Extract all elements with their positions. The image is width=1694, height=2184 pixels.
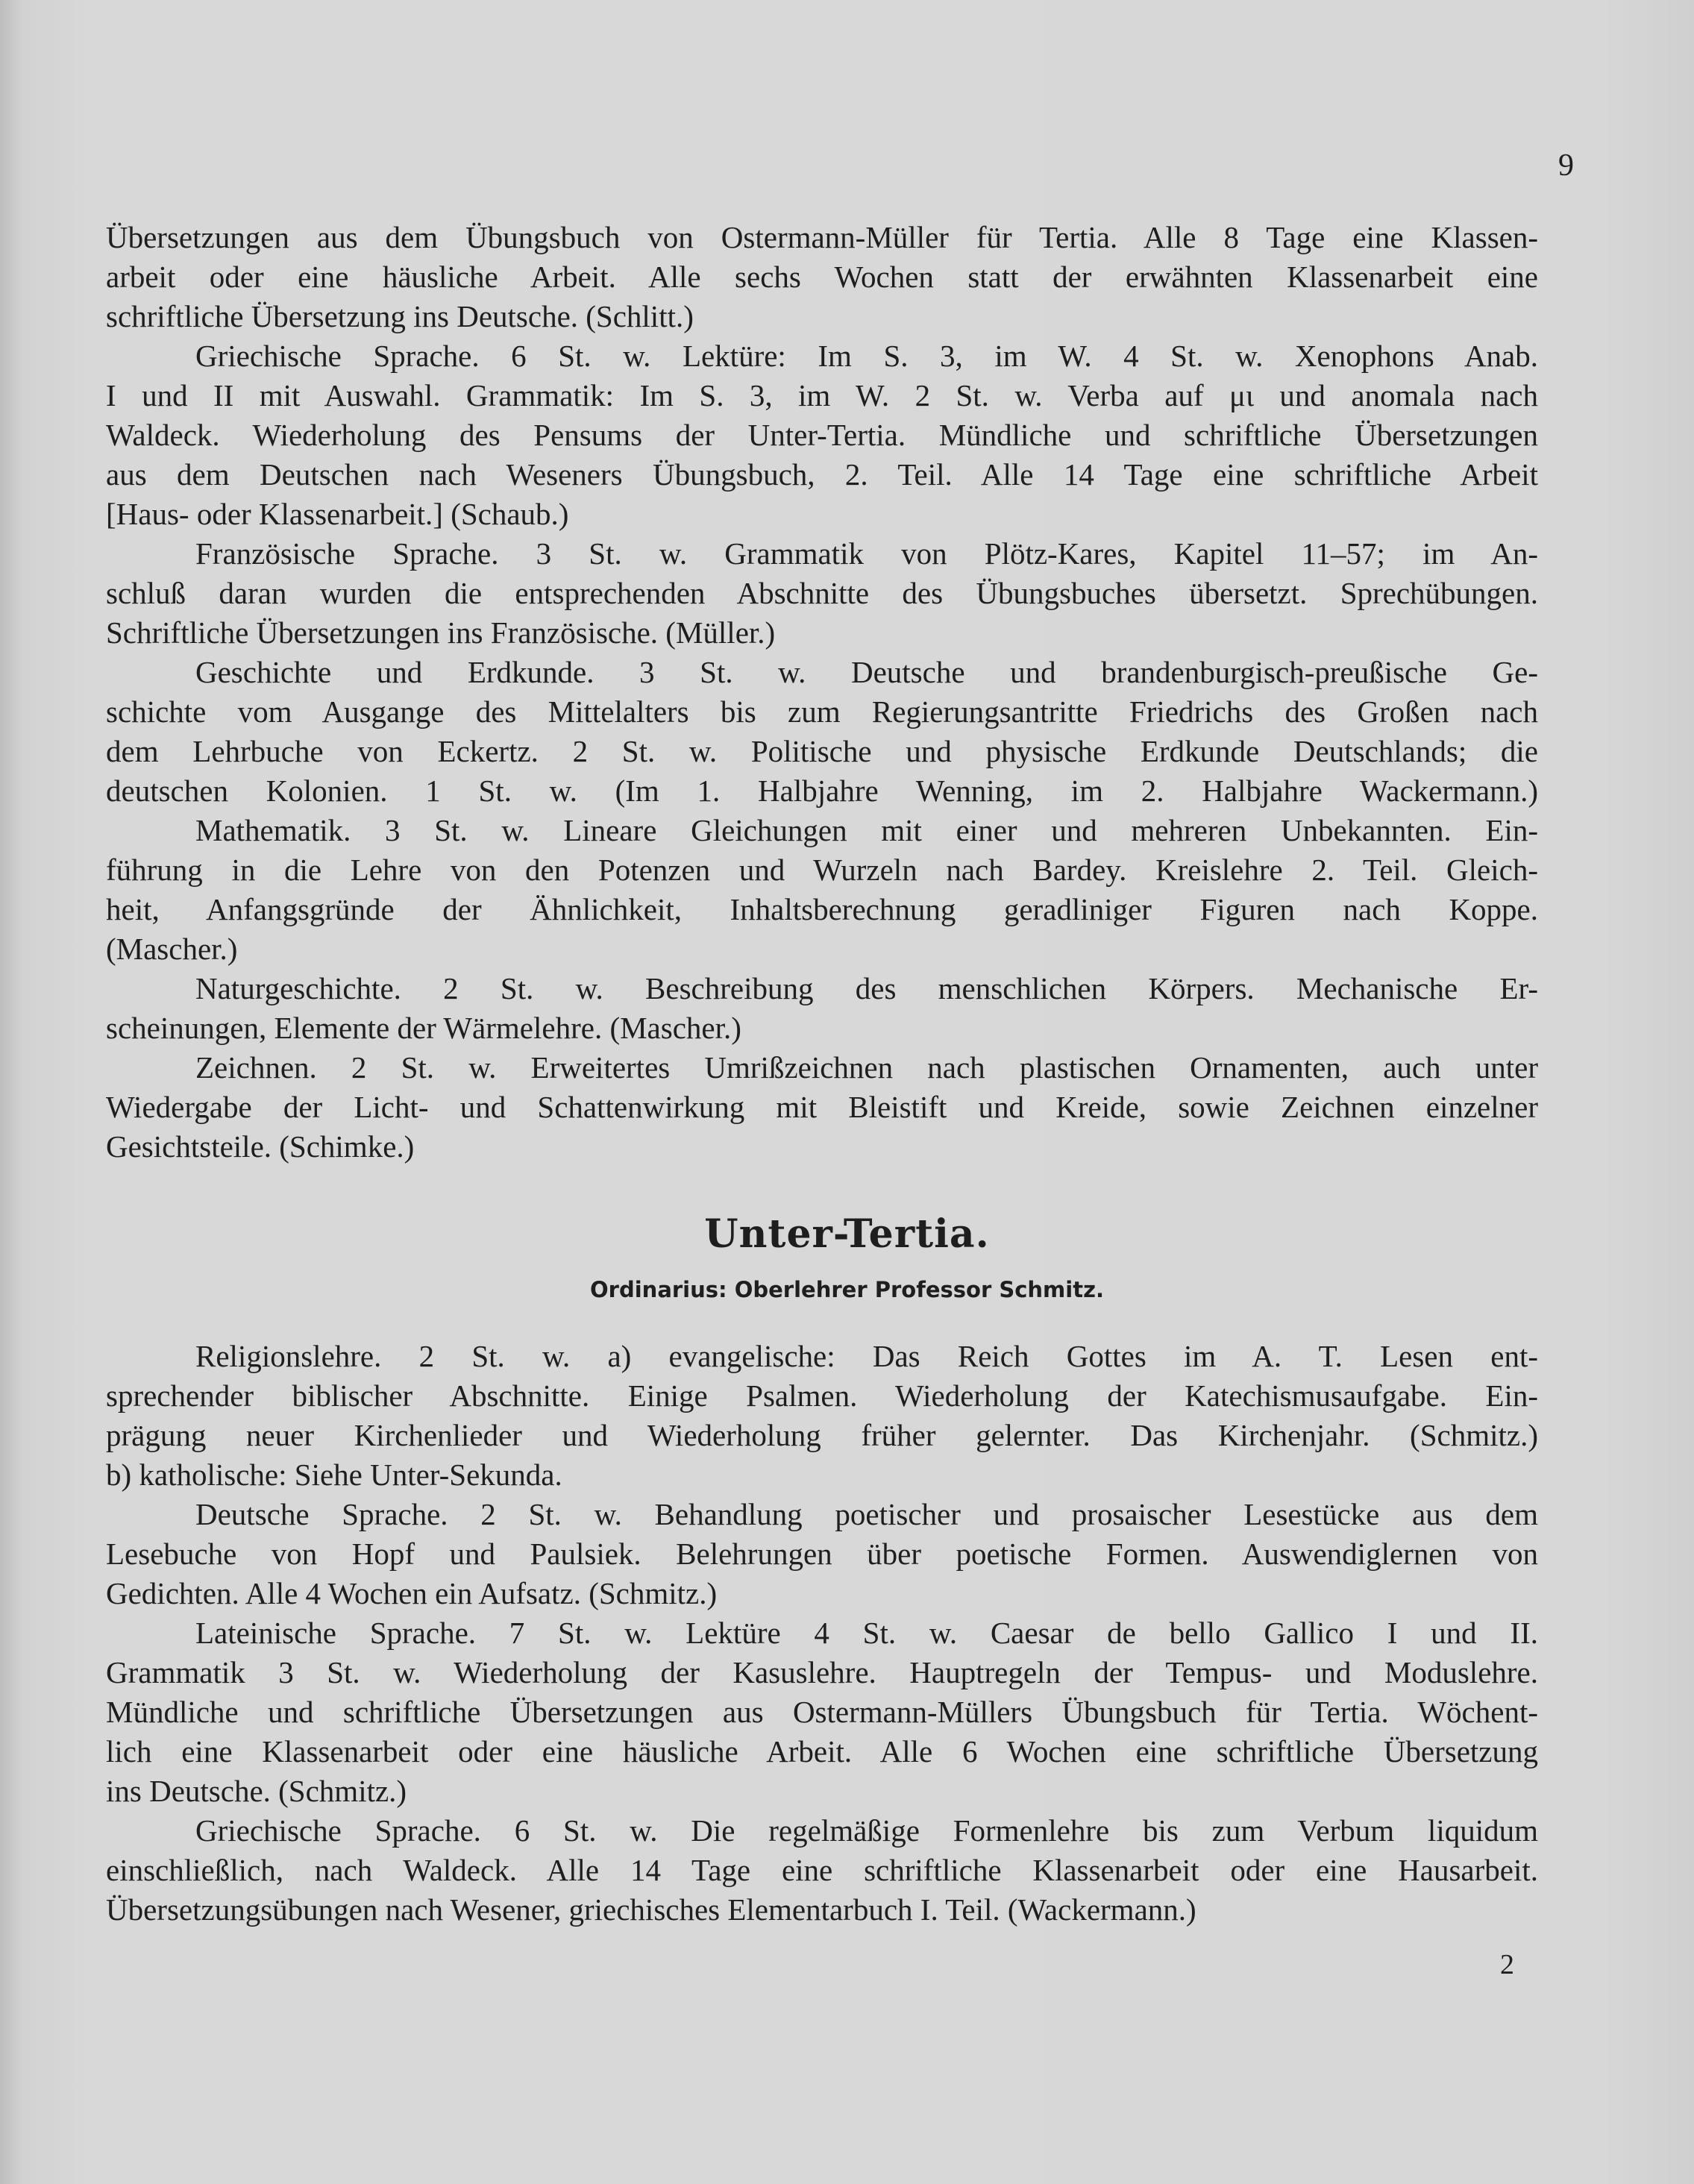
text-line: Grammatik 3 St. w. Wiederholung der Kasuslehre. Hauptregeln der Tempus- und Moduslehre.: [106, 1655, 1538, 1689]
text-line: [Haus- oder Klassenarbeit.] (Schaub.): [106, 497, 569, 531]
bottom-text-block: [106, 1337, 1538, 1930]
text-line: schriftliche Übersetzung ins Deutsche. (Schlitt.): [106, 299, 694, 333]
text-line: Griechische Sprache. 6 St. w. Die regelmäßige Formenlehre bis zum Verbum liquidum: [195, 1813, 1538, 1848]
text-line: lich eine Klassenarbeit oder eine häusliche Arbeit. Alle 6 Wochen eine schriftliche Übersetzung: [106, 1734, 1538, 1769]
text-line: (Mascher.): [106, 932, 238, 966]
text-line: heit, Anfangsgründe der Ähnlichkeit, Inhaltsberechnung geradliniger Figuren nach Koppe.: [106, 892, 1538, 926]
text-line: Französische Sprache. 3 St. w. Grammatik von Plötz-Kares, Kapitel 11–57; im An-: [195, 536, 1538, 571]
top-text-block: [106, 218, 1538, 1167]
text-line: Schriftliche Übersetzungen ins Französische. (Müller.): [106, 615, 776, 650]
text-line: Übersetzungsübungen nach Wesener, griechisches Elementarbuch I. Teil. (Wackermann.): [106, 1892, 1196, 1927]
text-line: schichte vom Ausgange des Mittelalters bis zum Regierungsantritte Friedrichs des Großen nach: [106, 694, 1538, 729]
text-line: Lesebuche von Hopf und Paulsiek. Belehrungen über poetische Formen. Auswendiglernen von: [106, 1537, 1538, 1571]
text-line: Geschichte und Erdkunde. 3 St. w. Deutsche und brandenburgisch-preußische Ge-: [195, 655, 1538, 689]
page-number: 9: [1558, 148, 1574, 183]
text-line: führung in die Lehre von den Potenzen und Wurzeln nach Bardey. Kreislehre 2. Teil. Gleich-: [106, 853, 1538, 887]
section-title: Unter-Tertia.: [704, 1211, 990, 1257]
text-line: scheinungen, Elemente der Wärmelehre. (Mascher.): [106, 1011, 741, 1045]
section-subtitle: Ordinarius: Oberlehrer Professor Schmitz.: [590, 1277, 1104, 1302]
text-line: arbeit oder eine häusliche Arbeit. Alle sechs Wochen statt der erwähnten Klassenarbeit eine: [106, 260, 1538, 294]
text-line: Gedichten. Alle 4 Wochen ein Aufsatz. (Schmitz.): [106, 1576, 718, 1610]
text-line: Religionslehre. 2 St. w. a) evangelische: Das Reich Gottes im A. T. Lesen ent-: [195, 1339, 1538, 1373]
text-line: Lateinische Sprache. 7 St. w. Lektüre 4 St. w. Caesar de bello Gallico I und II.: [195, 1616, 1538, 1650]
text-line: einschließlich, nach Waldeck. Alle 14 Tage eine schriftliche Klassenarbeit oder eine Hausarbeit.: [106, 1853, 1538, 1887]
text-line: dem Lehrbuche von Eckertz. 2 St. w. Politische und physische Erdkunde Deutschlands; die: [106, 734, 1538, 768]
text-line: Übersetzungen aus dem Übungsbuch von Ostermann-Müller für Tertia. Alle 8 Tage eine Klassen-: [106, 220, 1538, 254]
text-line: ins Deutsche. (Schmitz.): [106, 1774, 407, 1808]
text-line: Deutsche Sprache. 2 St. w. Behandlung poetischer und prosaischer Lesestücke aus dem: [195, 1497, 1538, 1531]
text-line: Waldeck. Wiederholung des Pensums der Unter-Tertia. Mündliche und schriftliche Übersetzungen: [106, 418, 1538, 452]
text-line: I und II mit Auswahl. Grammatik: Im S. 3, im W. 2 St. w. Verba auf μι und anomala nach: [106, 378, 1538, 412]
text-line: schluß daran wurden die entsprechenden Abschnitte des Übungsbuches übersetzt. Sprechübungen.: [106, 576, 1538, 610]
text-line: aus dem Deutschen nach Weseners Übungsbuch, 2. Teil. Alle 14 Tage eine schriftliche Arbeit: [106, 457, 1538, 492]
text-line: Gesichtsteile. (Schimke.): [106, 1129, 415, 1164]
text-line: Wiedergabe der Licht- und Schattenwirkung mit Bleistift und Kreide, sowie Zeichnen einzelner: [106, 1090, 1538, 1124]
text-line: Zeichnen. 2 St. w. Erweitertes Umrißzeichnen nach plastischen Ornamenten, auch unter: [195, 1050, 1538, 1085]
text-line: Griechische Sprache. 6 St. w. Lektüre: Im S. 3, im W. 4 St. w. Xenophons Anab.: [195, 339, 1538, 373]
text-line: Mündliche und schriftliche Übersetzungen aus Ostermann-Müllers Übungsbuch für Tertia. Wöchent-: [106, 1695, 1538, 1729]
text-line: Naturgeschichte. 2 St. w. Beschreibung des menschlichen Körpers. Mechanische Er-: [195, 971, 1538, 1005]
text-line: b) katholische: Siehe Unter-Sekunda.: [106, 1457, 562, 1492]
text-line: deutschen Kolonien. 1 St. w. (Im 1. Halbjahre Wenning, im 2. Halbjahre Wackermann.): [106, 774, 1538, 808]
text-line: Mathematik. 3 St. w. Lineare Gleichungen mit einer und mehreren Unbekannten. Ein-: [195, 813, 1538, 847]
text-line: sprechender biblischer Abschnitte. Einige Psalmen. Wiederholung der Katechismusaufgabe. Ein-: [106, 1378, 1538, 1413]
signature-mark: 2: [1500, 1949, 1514, 1980]
text-line: prägung neuer Kirchenlieder und Wiederholung früher gelernter. Das Kirchenjahr. (Schmitz.): [106, 1418, 1538, 1452]
